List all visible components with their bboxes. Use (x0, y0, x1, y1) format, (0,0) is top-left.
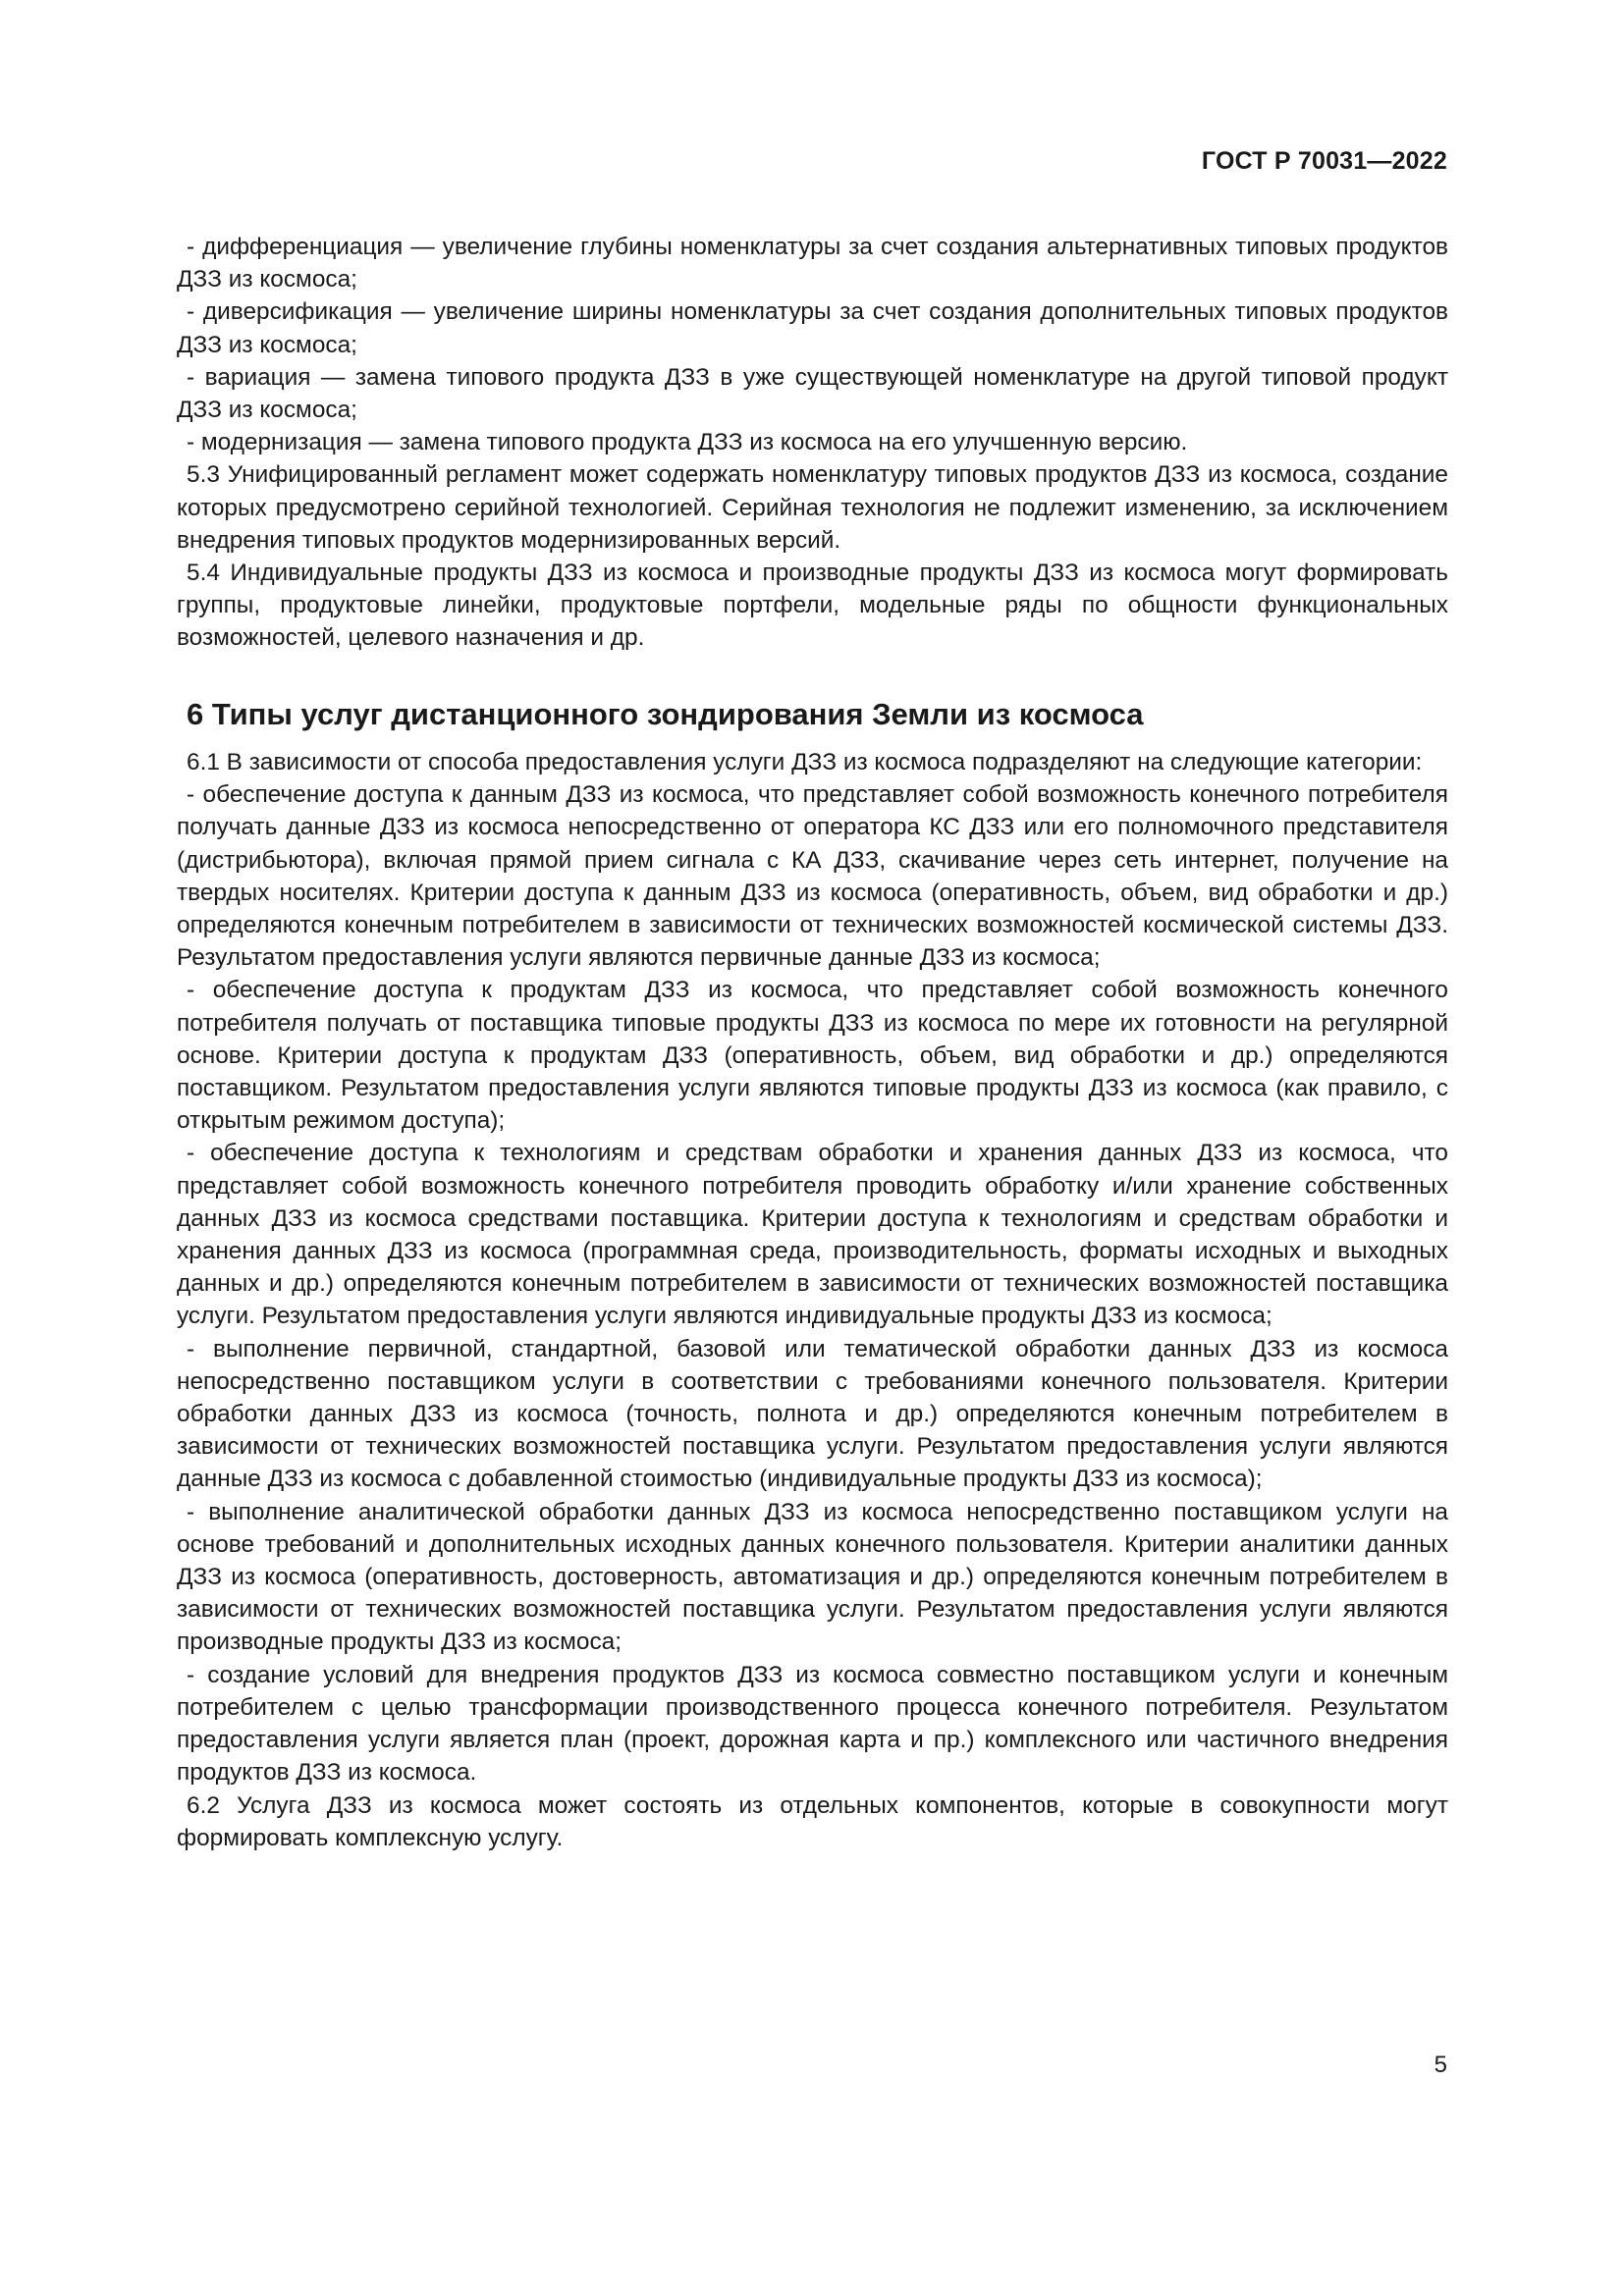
section-6-body (177, 746, 1448, 1854)
clause-5-3: 5.3 Унифицированный регламент может содержать номенклатуру типовых продуктов ДЗЗ из космоса, создание которых предусмотрено серийной технологией. Серийная технология не подлежит изменению, за исключением внедрения типовых продуктов модернизированных версий. (177, 461, 1448, 554)
page-number: 5 (1434, 2052, 1447, 2078)
section-6-heading: 6 Типы услуг дистанционного зондирования Земли из космоса (187, 697, 1144, 731)
list-item-analytics: - выполнение аналитической обработки данных ДЗЗ из космоса непосредственно поставщиком услуги на основе требований и дополнительных исходных данных конечного пользователя. Критерии аналитики данных ДЗЗ из космоса (оперативность, достоверность, автоматизация и др.) определяются конечным потребителем в зависимости от технических возможностей поставщика услуги. Результатом предоставления услуги являются производные продукты ДЗЗ из космоса; (177, 1498, 1448, 1656)
clause-5-4: 5.4 Индивидуальные продукты ДЗЗ из космоса и производные продукты ДЗЗ из космоса могут формировать группы, продуктовые линейки, продуктовые портфели, модельные ряды по общности функциональных возможностей, целевого назначения и др. (177, 560, 1448, 652)
list-item-processing: - выполнение первичной, стандартной, базовой или тематической обработки данных ДЗЗ из космоса непосредственно поставщиком услуги в соответствии с требованиями конечного пользователя. Критерии обработки данных ДЗЗ из космоса (точность, полнота и др.) определяются конечным потребителем в зависимости от технических возможностей поставщика услуги. Результатом предоставления услуги являются данные ДЗЗ из космоса с добавленной стоимостью (индивидуальные продукты ДЗЗ из космоса); (177, 1335, 1448, 1493)
clause-6-2: 6.2 Услуга ДЗЗ из космоса может состоять из отдельных компонентов, которые в совокупности могут формировать комплексную услугу. (177, 1791, 1448, 1851)
section-5-continuation (177, 231, 1448, 655)
list-item-product-access: - обеспечение доступа к продуктам ДЗЗ из космоса, что представляет собой возможность конечного потребителя получать от поставщика типовые продукты ДЗЗ из космоса по мере их готовности на регулярной основе. Критерии доступа к продуктам ДЗЗ (оперативность, объем, вид обработки и др.) определяются поставщиком. Результатом предоставления услуги являются типовые продукты ДЗЗ из космоса (как правило, с открытым режимом доступа); (177, 977, 1448, 1135)
list-item-implementation: - создание условий для внедрения продуктов ДЗЗ из космоса совместно поставщиком услуги и конечным потребителем с целью трансформации производственного процесса конечного потребителя. Результатом предоставления услуги является план (проект, дорожная карта и пр.) комплексного или частичного внедрения продуктов ДЗЗ из космоса. (177, 1661, 1448, 1787)
list-item-modernization: - модернизация — замена типового продукта ДЗЗ из космоса на его улучшенную версию. (187, 429, 1188, 456)
list-item-technology-access: - обеспечение доступа к технологиям и средствам обработки и хранения данных ДЗЗ из космоса, что представляет собой возможность конечного потребителя проводить обработку и/или хранение собственных данных ДЗЗ из космоса средствами поставщика. Критерии доступа к технологиям и средствам обработки и хранения данных ДЗЗ из космоса (программная среда, производительность, форматы исходных и выходных данных и др.) определяются конечным потребителем в зависимости от технических возможностей поставщика услуги. Результатом предоставления услуги являются индивидуальные продукты ДЗЗ из космоса; (177, 1140, 1448, 1330)
list-item-variation: - вариация — замена типового продукта ДЗЗ в уже существующей номенклатуре на другой типовой продукт ДЗЗ из космоса; (177, 363, 1448, 424)
standard-code-header: ГОСТ Р 70031—2022 (1201, 147, 1447, 175)
clause-6-1: 6.1 В зависимости от способа предоставления услуги ДЗЗ из космоса подразделяют на следующие категории: (187, 749, 1423, 775)
list-item-data-access: - обеспечение доступа к данным ДЗЗ из космоса, что представляет собой возможность конечного потребителя получать данные ДЗЗ из космоса непосредственно от оператора КС ДЗЗ или его полномочного представителя (дистрибьютора), включая прямой прием сигнала с КА ДЗЗ, скачивание через сеть интернет, получение на твердых носителях. Критерии доступа к данным ДЗЗ из космоса (оперативность, объем, вид обработки и др.) определяются конечным потребителем в зависимости от технических возможностей космической системы ДЗЗ. Результатом предоставления услуги являются первичные данные ДЗЗ из космоса; (177, 781, 1448, 972)
list-item-diversification: - диверсификация — увеличение ширины номенклатуры за счет создания дополнительных типовых продуктов ДЗЗ из космоса; (177, 298, 1448, 358)
list-item-differentiation: - дифференциация — увеличение глубины номенклатуры за счет создания альтернативных типовых продуктов ДЗЗ из космоса; (177, 234, 1448, 294)
